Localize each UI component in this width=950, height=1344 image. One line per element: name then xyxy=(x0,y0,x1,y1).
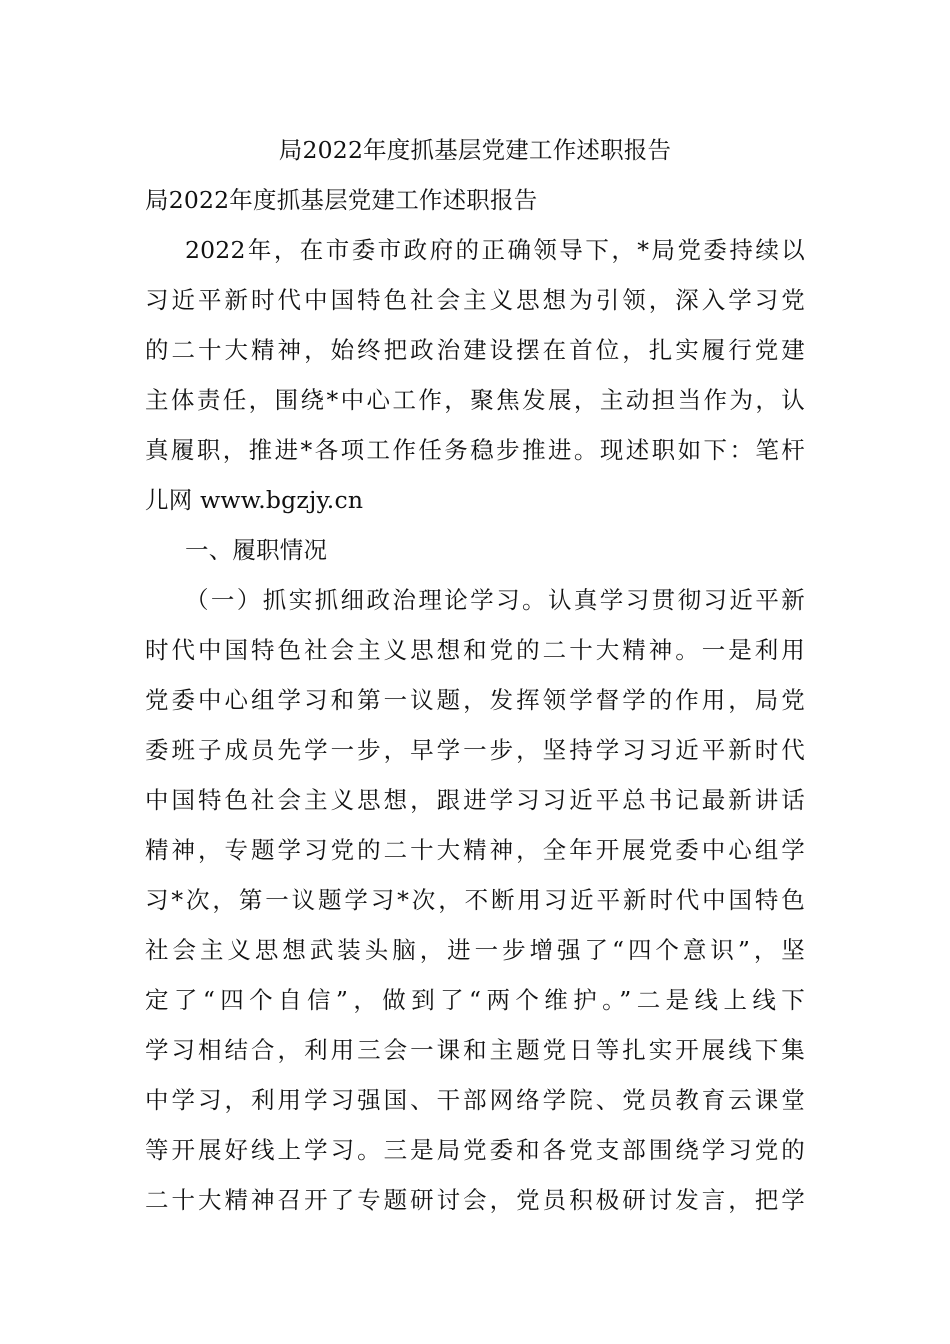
paragraph-line: 主体责任，围绕*中心工作，聚焦发展，主动担当作为，认 xyxy=(145,386,805,414)
paragraph-line: 2022年，在市委市政府的正确领导下，*局党委持续以 xyxy=(185,236,805,264)
paragraph-line: 的二十大精神，始终把政治建设摆在首位，扎实履行党建 xyxy=(145,336,805,364)
paragraph-line: 委班子成员先学一步，早学一步，坚持学习习近平新时代 xyxy=(145,736,805,764)
paragraph-line: （一）抓实抓细政治理论学习。认真学习贯彻习近平新 xyxy=(185,586,805,614)
paragraph-line: 时代中国特色社会主义思想和党的二十大精神。一是利用 xyxy=(145,636,805,664)
paragraph-line: 学习相结合，利用三会一课和主题党日等扎实开展线下集 xyxy=(145,1036,805,1064)
paragraph-line: 真履职，推进*各项工作任务稳步推进。现述职如下：笔杆 xyxy=(145,436,805,464)
paragraph-line: 中学习，利用学习强国、干部网络学院、党员教育云课堂 xyxy=(145,1086,805,1114)
document-title: 局2022年度抓基层党建工作述职报告 xyxy=(278,136,672,164)
paragraph-line: 习近平新时代中国特色社会主义思想为引领，深入学习党 xyxy=(145,286,805,314)
paragraph-line: 中国特色社会主义思想，跟进学习习近平总书记最新讲话 xyxy=(145,786,805,814)
paragraph-line: 社会主义思想武装头脑，进一步增强了“四个意识”，坚 xyxy=(145,936,805,964)
paragraph-line: 习*次，第一议题学习*次，不断用习近平新时代中国特色 xyxy=(145,886,805,914)
paragraph-line: 等开展好线上学习。三是局党委和各党支部围绕学习党的 xyxy=(145,1136,805,1164)
document-subtitle: 局2022年度抓基层党建工作述职报告 xyxy=(145,186,538,214)
paragraph-line: 党委中心组学习和第一议题，发挥领学督学的作用，局党 xyxy=(145,686,805,714)
paragraph-line: 儿网 www.bgzjy.cn xyxy=(145,486,364,514)
paragraph-line: 定了“四个自信”，做到了“两个维护。”二是线上线下 xyxy=(145,986,805,1014)
paragraph-line: 二十大精神召开了专题研讨会，党员积极研讨发言，把学 xyxy=(145,1186,805,1214)
paragraph-line: 精神，专题学习党的二十大精神，全年开展党委中心组学 xyxy=(145,836,805,864)
section-heading: 一、履职情况 xyxy=(185,536,328,564)
